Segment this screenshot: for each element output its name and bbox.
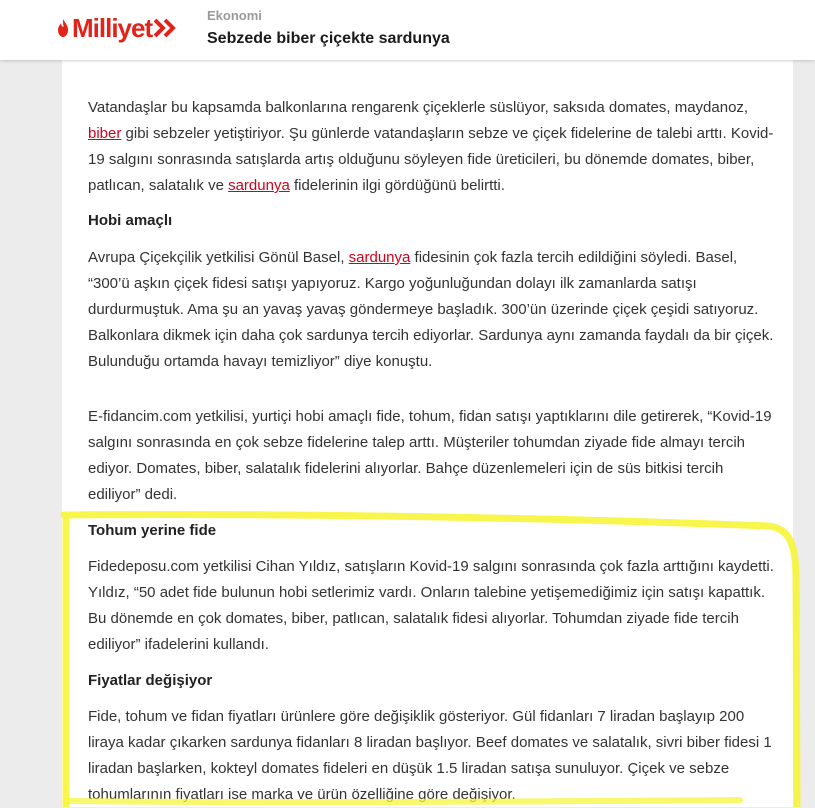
paragraph-2 (88, 245, 778, 375)
logo-text: Milliyet (72, 13, 153, 43)
article-title: Sebzede biber çiçekte sardunya (207, 30, 450, 47)
double-chevron-icon (154, 18, 176, 38)
milliyet-logo[interactable] (56, 13, 176, 43)
link-sardunya[interactable]: sardunya (228, 177, 290, 194)
paragraph-4-text: Fidedeposu.com yetkilisi Cihan Yıldız, satışların Kovid-19 salgını sonrasında çok fazla arttığını kaydetti. Yıldız, “50 adet fide bulunun hobi setlerimiz vardı. Onların talebine yetişemediğimiz için satışı kapattık. Bu dönemde en çok domates, biber, patlıcan, salatalık fidesi alıyorlar. Tohumdan ziyade fide tercih ediliyor” ifadelerini kullandı. (88, 558, 774, 653)
heading-hobi-amacli: Hobi amaçlı (88, 212, 173, 229)
section-label[interactable]: Ekonomi (207, 8, 262, 23)
site-header (0, 0, 815, 60)
paragraph-3-text: E-fidancim.com yetkilisi, yurtiçi hobi amaçlı fide, tohum, fidan satışı yaptıklarını dile getirerek, “Kovid-19 salgını sonrasında en çok sebze fidelerine talep arttı. Müşteriler tohumdan ziyade fide almayı tercih ediyor. Domates, biber, salatalık fidelerini alıyorlar. Bahçe düzenlemeleri için de süs bitkisi tercih ediliyor” dedi. (88, 408, 772, 503)
paragraph-2-text-b: fidesinin çok fazla tercih edildiğini söyledi. Basel, “300’ü aşkın çiçek fidesi satışı yapıyoruz. Kargo yoğunluğundan dolayı ilk zamanlarda satışı durdurmuştuk. Ama şu an yavaş yavaş göndermeye başladık. 300’ün üzerinde çiçek çeşidi satıyoruz. Balkonlara dikmek için daha çok sardunya tercih ediyorlar. Sardunya aynı zamanda faydalı da bir çiçek. Bulunduğu ortamda havayı temizliyor” diye konuştu. (88, 249, 774, 370)
paragraph-1-text-c: fidelerinin ilgi gördüğünü belirtti. (289, 177, 505, 194)
link-sardunya-2[interactable]: sardunya (348, 249, 411, 266)
paragraph-1-text-a: Vatandaşlar bu kapsamda balkonlarına rengarenk çiçeklerle süslüyor, saksıda domates, maydanoz, (88, 99, 749, 116)
heading-fiyatlar-degisiyor: Fiyatlar değişiyor (88, 672, 213, 689)
paragraph-5-text: Fide, tohum ve fidan fiyatları ürünlere göre değişiklik gösteriyor. Gül fidanları 7 liradan başlayıp 200 liraya kadar çıkarken sardunya fidanları 8 liradan başlıyor. Beef domates ve salatalık, sivri biber fidesi 1 liradan başlarken, kokteyl domates fideleri en düşük 1.5 liradan satışa sunuluyor. Çiçek ve sebze tohumlarının fiyatları ise marka ve ürün özelliğine göre değişiyor. (88, 708, 772, 803)
heading-tohum-yerine-fide: Tohum yerine fide (88, 522, 217, 539)
flame-icon (56, 18, 70, 38)
article-body (62, 60, 793, 807)
paragraph-5 (88, 704, 778, 808)
paragraph-2-text-a: Avrupa Çiçekçilik yetkilisi Gönül Basel, (88, 249, 349, 266)
paragraph-3 (88, 404, 778, 508)
paragraph-1 (88, 95, 778, 199)
link-biber[interactable]: biber (88, 125, 122, 142)
paragraph-4 (88, 554, 778, 658)
paragraph-1-text-b: gibi sebzeler yetiştiriyor. Şu günlerde vatandaşların sebze ve çiçek fidelerine de talebi arttı. Kovid-19 salgını sonrasında satışlarda artış olduğunu söyleyen fide üreticileri, bu dönemde domates, biber, patlıcan, salatalık ve (88, 125, 774, 194)
